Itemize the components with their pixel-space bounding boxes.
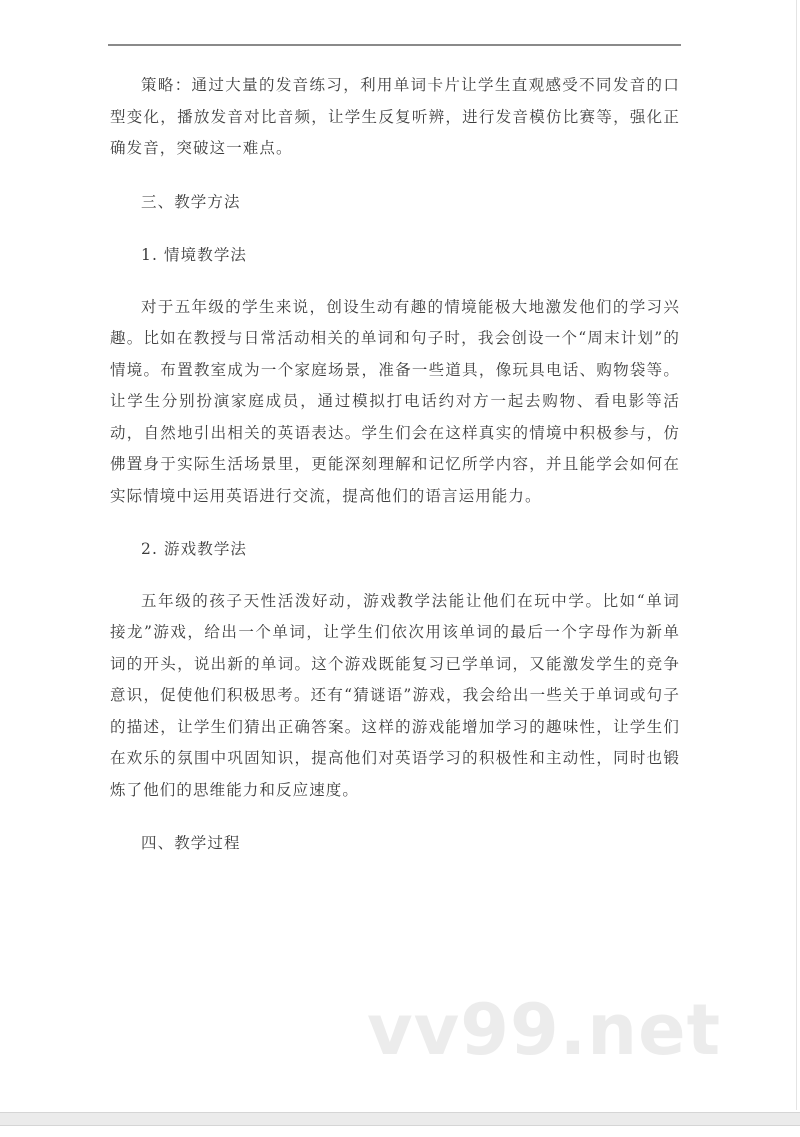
situational-teaching-paragraph: 对于五年级的学生来说，创设生动有趣的情境能极大地激发他们的学习兴趣。比如在教授与日常活动相关的单词和句子时，我会创设一个“周末计划”的情境。布置教室成为一个家庭场景，准备一些道具，像玩具电话、购物袋等。让学生分别扮演家庭成员，通过模拟打电话约对方一起去购物、看电影等活动，自然地引出相关的英语表达。学生们会在这样真实的情境中积极参与，仿佛置身于实际生活场景里，更能深刻理解和记忆所学内容，并且能学会如何在实际情境中运用英语进行交流，提高他们的语言运用能力。 [110,297,680,505]
strategy-paragraph: 策略：通过大量的发音练习，利用单词卡片让学生直观感受不同发音的口型变化，播放发音对比音频，让学生反复听辨，进行发音模仿比赛等，强化正确发音，突破这一难点。 [110,76,680,157]
document-body [110,70,680,860]
section-heading-teaching-process: 四、教学过程 [141,834,241,852]
page-separator-bar [0,1112,800,1126]
watermark: vv99.net [367,989,722,1071]
game-teaching-paragraph: 五年级的孩子天性活泼好动，游戏教学法能让他们在玩中学。比如“单词接龙”游戏，给出一个单词，让学生们依次用该单词的最后一个字母作为新单词的开头，说出新的单词。这个游戏既能复习已学单词，又能激发学生的竞争意识，促使他们积极思考。还有“猜谜语”游戏，我会给出一些关于单词或句子的描述，让学生们猜出正确答案。这样的游戏能增加学习的趣味性，让学生们在欢乐的氛围中巩固知识，提高他们对英语学习的积极性和主动性，同时也锻炼了他们的思维能力和反应速度。 [110,591,680,799]
subheading-game-teaching: 2. 游戏教学法 [141,540,248,558]
header-rule [108,44,681,46]
subheading-situational-teaching: 1. 情境教学法 [141,246,248,264]
section-heading-teaching-methods: 三、教学方法 [141,192,241,211]
